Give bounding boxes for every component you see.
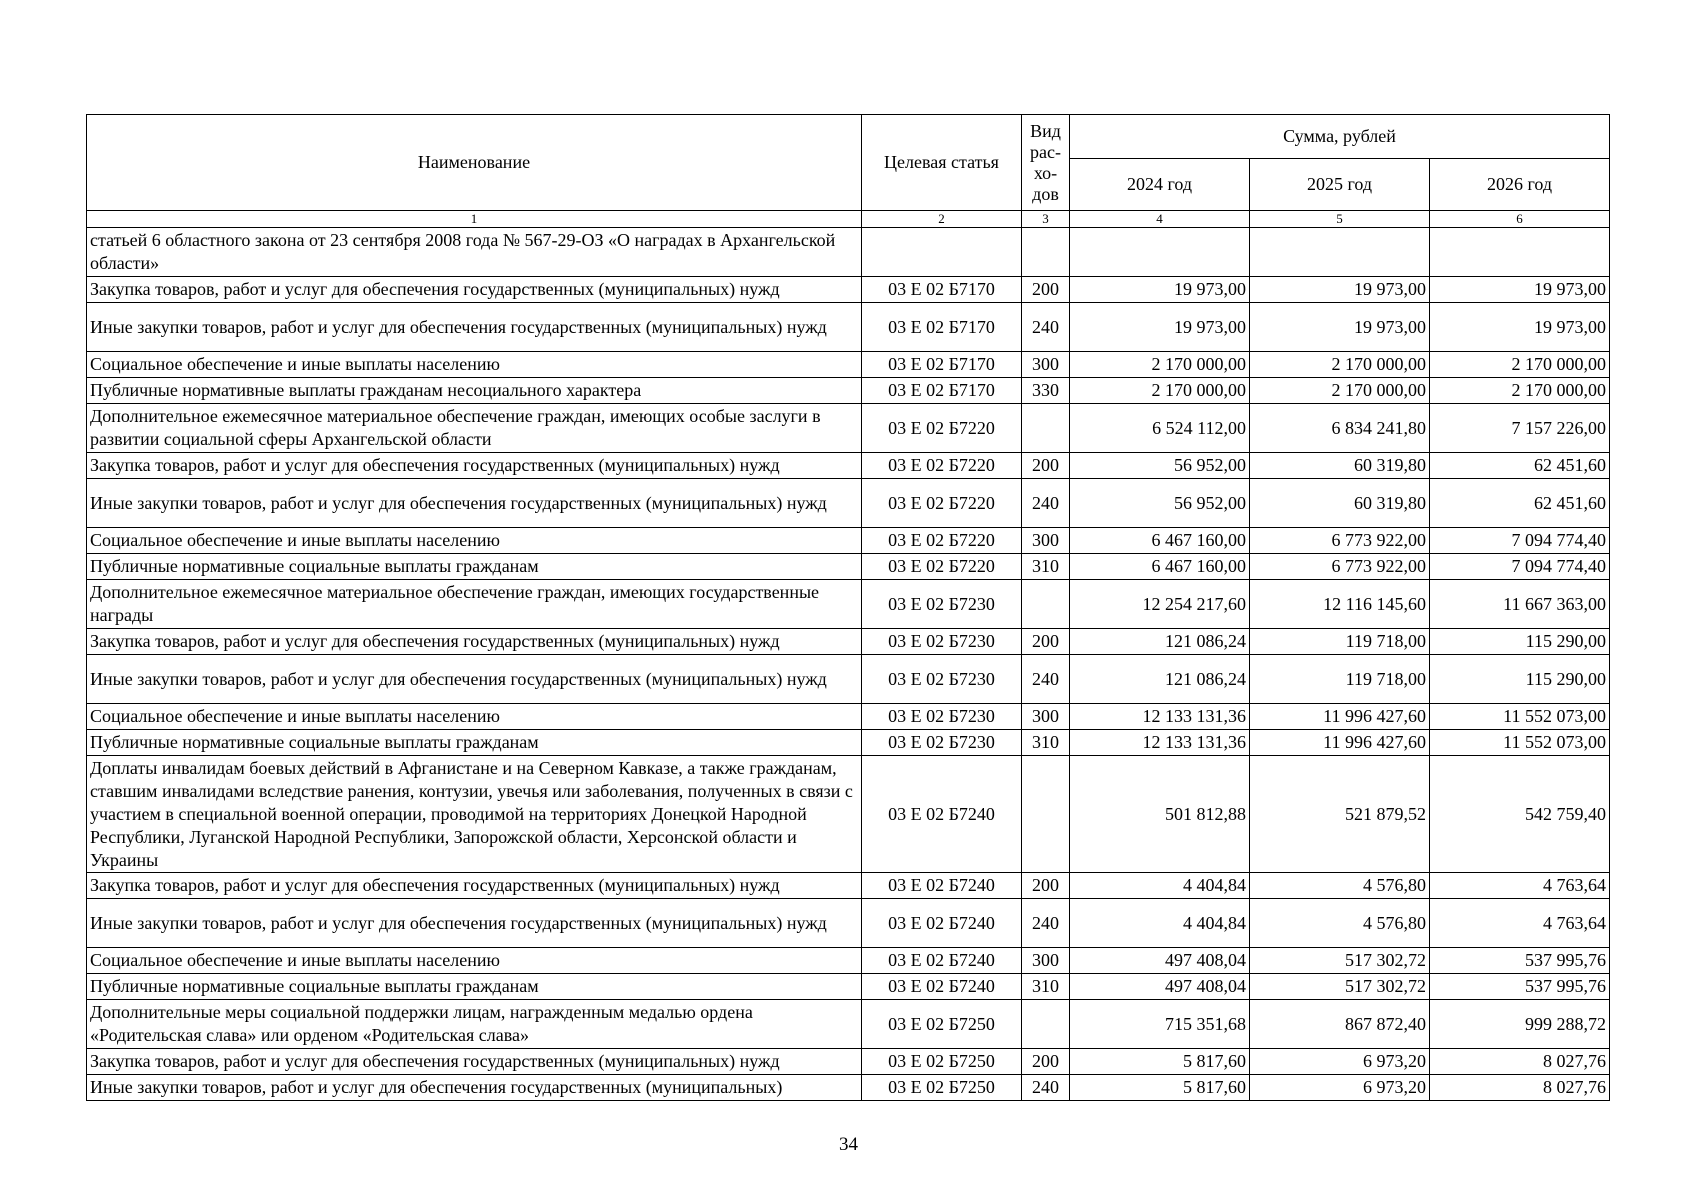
row-amount-2026: 542 759,40 bbox=[1430, 756, 1610, 873]
row-amount-2024: 121 086,24 bbox=[1070, 629, 1250, 655]
row-target-code: 03 Е 02 Б7250 bbox=[862, 1075, 1022, 1101]
table-body bbox=[87, 228, 1610, 1101]
row-expense-type: 200 bbox=[1022, 277, 1070, 303]
row-expense-type: 330 bbox=[1022, 378, 1070, 404]
row-target-code: 03 Е 02 Б7220 bbox=[862, 554, 1022, 580]
row-amount-2026: 999 288,72 bbox=[1430, 1000, 1610, 1049]
row-amount-2025: 11 996 427,60 bbox=[1250, 730, 1430, 756]
row-amount-2024: 56 952,00 bbox=[1070, 453, 1250, 479]
table-row bbox=[87, 303, 1610, 352]
header-target: Целевая статья bbox=[862, 115, 1022, 211]
row-amount-2025: 517 302,72 bbox=[1250, 948, 1430, 974]
row-amount-2026: 62 451,60 bbox=[1430, 479, 1610, 528]
row-name: Публичные нормативные выплаты гражданам несоциального характера bbox=[87, 378, 862, 404]
row-amount-2025: 6 773 922,00 bbox=[1250, 528, 1430, 554]
table-row bbox=[87, 1000, 1610, 1049]
header-year-2026: 2026 год bbox=[1430, 159, 1610, 211]
row-expense-type bbox=[1022, 1000, 1070, 1049]
row-amount-2024: 6 524 112,00 bbox=[1070, 404, 1250, 453]
header-name: Наименование bbox=[87, 115, 862, 211]
column-number: 1 bbox=[87, 211, 862, 228]
row-target-code bbox=[862, 228, 1022, 277]
table-row bbox=[87, 974, 1610, 1000]
row-amount-2025: 517 302,72 bbox=[1250, 974, 1430, 1000]
row-amount-2025: 521 879,52 bbox=[1250, 756, 1430, 873]
row-target-code: 03 Е 02 Б7170 bbox=[862, 378, 1022, 404]
row-amount-2026: 537 995,76 bbox=[1430, 948, 1610, 974]
row-target-code: 03 Е 02 Б7170 bbox=[862, 277, 1022, 303]
table-row bbox=[87, 228, 1610, 277]
row-amount-2026: 7 094 774,40 bbox=[1430, 528, 1610, 554]
table-row bbox=[87, 352, 1610, 378]
row-expense-type bbox=[1022, 228, 1070, 277]
table-row bbox=[87, 655, 1610, 704]
column-number: 4 bbox=[1070, 211, 1250, 228]
row-target-code: 03 Е 02 Б7240 bbox=[862, 948, 1022, 974]
row-expense-type: 200 bbox=[1022, 873, 1070, 899]
row-name: Закупка товаров, работ и услуг для обеспечения государственных (муниципальных) нужд bbox=[87, 453, 862, 479]
row-name: Иные закупки товаров, работ и услуг для обеспечения государственных (муниципальных) нужд bbox=[87, 655, 862, 704]
row-amount-2026: 8 027,76 bbox=[1430, 1075, 1610, 1101]
row-name: Публичные нормативные социальные выплаты гражданам bbox=[87, 554, 862, 580]
row-amount-2024: 121 086,24 bbox=[1070, 655, 1250, 704]
table-row bbox=[87, 948, 1610, 974]
row-amount-2024: 4 404,84 bbox=[1070, 899, 1250, 948]
header-row bbox=[87, 115, 1610, 159]
row-amount-2024: 12 254 217,60 bbox=[1070, 580, 1250, 629]
row-amount-2025: 119 718,00 bbox=[1250, 629, 1430, 655]
row-target-code: 03 Е 02 Б7230 bbox=[862, 655, 1022, 704]
table-row bbox=[87, 704, 1610, 730]
table-row bbox=[87, 629, 1610, 655]
row-amount-2024: 19 973,00 bbox=[1070, 277, 1250, 303]
table-row bbox=[87, 479, 1610, 528]
table-row bbox=[87, 378, 1610, 404]
table-row bbox=[87, 554, 1610, 580]
row-amount-2024: 2 170 000,00 bbox=[1070, 378, 1250, 404]
row-name: Закупка товаров, работ и услуг для обеспечения государственных (муниципальных) нужд bbox=[87, 1049, 862, 1075]
row-name: Дополнительное ежемесячное материальное обеспечение граждан, имеющих особые заслуги в развитии социальной сферы Архангельской области bbox=[87, 404, 862, 453]
row-expense-type: 240 bbox=[1022, 1075, 1070, 1101]
header-year-2024: 2024 год bbox=[1070, 159, 1250, 211]
row-amount-2026: 62 451,60 bbox=[1430, 453, 1610, 479]
row-expense-type bbox=[1022, 580, 1070, 629]
row-name: Дополнительное ежемесячное материальное обеспечение граждан, имеющих государственные награды bbox=[87, 580, 862, 629]
row-amount-2024: 715 351,68 bbox=[1070, 1000, 1250, 1049]
row-expense-type bbox=[1022, 756, 1070, 873]
row-amount-2026: 4 763,64 bbox=[1430, 899, 1610, 948]
row-amount-2026: 8 027,76 bbox=[1430, 1049, 1610, 1075]
row-amount-2025: 4 576,80 bbox=[1250, 899, 1430, 948]
table-row bbox=[87, 873, 1610, 899]
row-expense-type: 240 bbox=[1022, 655, 1070, 704]
column-number: 5 bbox=[1250, 211, 1430, 228]
row-amount-2025: 6 773 922,00 bbox=[1250, 554, 1430, 580]
table-row bbox=[87, 404, 1610, 453]
row-amount-2026 bbox=[1430, 228, 1610, 277]
header-sum: Сумма, рублей bbox=[1070, 115, 1610, 159]
row-amount-2024: 12 133 131,36 bbox=[1070, 704, 1250, 730]
row-amount-2025: 12 116 145,60 bbox=[1250, 580, 1430, 629]
column-number: 3 bbox=[1022, 211, 1070, 228]
table-header bbox=[87, 115, 1610, 228]
row-amount-2026: 537 995,76 bbox=[1430, 974, 1610, 1000]
row-target-code: 03 Е 02 Б7230 bbox=[862, 580, 1022, 629]
table-row bbox=[87, 1049, 1610, 1075]
row-amount-2026: 115 290,00 bbox=[1430, 655, 1610, 704]
row-name: Иные закупки товаров, работ и услуг для обеспечения государственных (муниципальных) нужд bbox=[87, 479, 862, 528]
budget-table bbox=[86, 114, 1610, 1101]
row-amount-2025: 867 872,40 bbox=[1250, 1000, 1430, 1049]
row-amount-2025: 11 996 427,60 bbox=[1250, 704, 1430, 730]
row-amount-2025: 60 319,80 bbox=[1250, 479, 1430, 528]
row-target-code: 03 Е 02 Б7230 bbox=[862, 704, 1022, 730]
row-amount-2026: 7 157 226,00 bbox=[1430, 404, 1610, 453]
row-name: Публичные нормативные социальные выплаты гражданам bbox=[87, 730, 862, 756]
row-amount-2025: 60 319,80 bbox=[1250, 453, 1430, 479]
row-amount-2026: 2 170 000,00 bbox=[1430, 378, 1610, 404]
row-expense-type: 200 bbox=[1022, 453, 1070, 479]
row-amount-2025: 6 973,20 bbox=[1250, 1075, 1430, 1101]
row-amount-2024: 4 404,84 bbox=[1070, 873, 1250, 899]
row-name: Закупка товаров, работ и услуг для обеспечения государственных (муниципальных) нужд bbox=[87, 629, 862, 655]
table-row bbox=[87, 899, 1610, 948]
row-amount-2024: 19 973,00 bbox=[1070, 303, 1250, 352]
row-amount-2024: 497 408,04 bbox=[1070, 948, 1250, 974]
row-target-code: 03 Е 02 Б7240 bbox=[862, 873, 1022, 899]
row-name: Иные закупки товаров, работ и услуг для обеспечения государственных (муниципальных) bbox=[87, 1075, 862, 1101]
row-target-code: 03 Е 02 Б7240 bbox=[862, 756, 1022, 873]
row-amount-2026: 4 763,64 bbox=[1430, 873, 1610, 899]
row-expense-type: 300 bbox=[1022, 352, 1070, 378]
table-row bbox=[87, 1075, 1610, 1101]
row-amount-2026: 7 094 774,40 bbox=[1430, 554, 1610, 580]
row-expense-type bbox=[1022, 404, 1070, 453]
row-expense-type: 200 bbox=[1022, 629, 1070, 655]
row-name: Доплаты инвалидам боевых действий в Афганистане и на Северном Кавказе, а также гражданам, ставшим инвалидами вследствие ранения, контузии, увечья или заболевания, полученных в связи с участием в специальной военной операции, проводимой на территориях Донецкой Народной Республики, Луганской Народной Республики, Запорожской области, Херсонской области и Украины bbox=[87, 756, 862, 873]
row-name: Социальное обеспечение и иные выплаты населению bbox=[87, 352, 862, 378]
row-amount-2024 bbox=[1070, 228, 1250, 277]
row-expense-type: 300 bbox=[1022, 528, 1070, 554]
table-row bbox=[87, 580, 1610, 629]
table-row bbox=[87, 756, 1610, 873]
header-year-2025: 2025 год bbox=[1250, 159, 1430, 211]
row-amount-2025: 6 834 241,80 bbox=[1250, 404, 1430, 453]
row-amount-2024: 12 133 131,36 bbox=[1070, 730, 1250, 756]
row-target-code: 03 Е 02 Б7170 bbox=[862, 303, 1022, 352]
row-target-code: 03 Е 02 Б7220 bbox=[862, 453, 1022, 479]
row-amount-2024: 56 952,00 bbox=[1070, 479, 1250, 528]
column-number-row bbox=[87, 211, 1610, 228]
row-name: Закупка товаров, работ и услуг для обеспечения государственных (муниципальных) нужд bbox=[87, 873, 862, 899]
row-name: Иные закупки товаров, работ и услуг для обеспечения государственных (муниципальных) нужд bbox=[87, 303, 862, 352]
row-expense-type: 300 bbox=[1022, 704, 1070, 730]
row-expense-type: 240 bbox=[1022, 479, 1070, 528]
row-target-code: 03 Е 02 Б7170 bbox=[862, 352, 1022, 378]
table-row bbox=[87, 528, 1610, 554]
row-name: Социальное обеспечение и иные выплаты населению bbox=[87, 528, 862, 554]
row-amount-2026: 11 552 073,00 bbox=[1430, 730, 1610, 756]
row-amount-2025: 4 576,80 bbox=[1250, 873, 1430, 899]
row-target-code: 03 Е 02 Б7240 bbox=[862, 974, 1022, 1000]
column-number: 2 bbox=[862, 211, 1022, 228]
row-target-code: 03 Е 02 Б7220 bbox=[862, 528, 1022, 554]
table-row bbox=[87, 277, 1610, 303]
row-expense-type: 310 bbox=[1022, 554, 1070, 580]
row-target-code: 03 Е 02 Б7230 bbox=[862, 730, 1022, 756]
row-expense-type: 310 bbox=[1022, 730, 1070, 756]
row-target-code: 03 Е 02 Б7250 bbox=[862, 1049, 1022, 1075]
row-amount-2024: 497 408,04 bbox=[1070, 974, 1250, 1000]
row-name: статьей 6 областного закона от 23 сентября 2008 года № 567-29-ОЗ «О наградах в Архангельской области» bbox=[87, 228, 862, 277]
table-row bbox=[87, 730, 1610, 756]
row-amount-2026: 11 552 073,00 bbox=[1430, 704, 1610, 730]
row-name: Иные закупки товаров, работ и услуг для обеспечения государственных (муниципальных) нужд bbox=[87, 899, 862, 948]
page-number: 34 bbox=[839, 1134, 858, 1155]
row-target-code: 03 Е 02 Б7220 bbox=[862, 479, 1022, 528]
row-target-code: 03 Е 02 Б7240 bbox=[862, 899, 1022, 948]
row-amount-2025: 6 973,20 bbox=[1250, 1049, 1430, 1075]
row-amount-2024: 5 817,60 bbox=[1070, 1075, 1250, 1101]
row-name: Социальное обеспечение и иные выплаты населению bbox=[87, 948, 862, 974]
row-amount-2025: 19 973,00 bbox=[1250, 277, 1430, 303]
table-row bbox=[87, 453, 1610, 479]
row-target-code: 03 Е 02 Б7230 bbox=[862, 629, 1022, 655]
row-amount-2024: 6 467 160,00 bbox=[1070, 554, 1250, 580]
row-amount-2026: 19 973,00 bbox=[1430, 277, 1610, 303]
row-target-code: 03 Е 02 Б7220 bbox=[862, 404, 1022, 453]
row-amount-2025: 2 170 000,00 bbox=[1250, 378, 1430, 404]
row-amount-2026: 2 170 000,00 bbox=[1430, 352, 1610, 378]
row-amount-2025: 119 718,00 bbox=[1250, 655, 1430, 704]
row-expense-type: 300 bbox=[1022, 948, 1070, 974]
row-name: Дополнительные меры социальной поддержки лицам, награжденным медалью ордена «Родительская слава» или орденом «Родительская слава» bbox=[87, 1000, 862, 1049]
row-amount-2026: 19 973,00 bbox=[1430, 303, 1610, 352]
row-amount-2026: 115 290,00 bbox=[1430, 629, 1610, 655]
row-expense-type: 240 bbox=[1022, 899, 1070, 948]
row-amount-2024: 2 170 000,00 bbox=[1070, 352, 1250, 378]
header-type: Вид рас-хо-дов bbox=[1022, 115, 1070, 211]
row-amount-2024: 501 812,88 bbox=[1070, 756, 1250, 873]
row-amount-2024: 6 467 160,00 bbox=[1070, 528, 1250, 554]
row-target-code: 03 Е 02 Б7250 bbox=[862, 1000, 1022, 1049]
row-expense-type: 240 bbox=[1022, 303, 1070, 352]
row-amount-2025 bbox=[1250, 228, 1430, 277]
row-amount-2025: 2 170 000,00 bbox=[1250, 352, 1430, 378]
row-expense-type: 200 bbox=[1022, 1049, 1070, 1075]
row-expense-type: 310 bbox=[1022, 974, 1070, 1000]
row-name: Социальное обеспечение и иные выплаты населению bbox=[87, 704, 862, 730]
column-number: 6 bbox=[1430, 211, 1610, 228]
row-amount-2026: 11 667 363,00 bbox=[1430, 580, 1610, 629]
row-name: Публичные нормативные социальные выплаты гражданам bbox=[87, 974, 862, 1000]
row-amount-2025: 19 973,00 bbox=[1250, 303, 1430, 352]
row-amount-2024: 5 817,60 bbox=[1070, 1049, 1250, 1075]
row-name: Закупка товаров, работ и услуг для обеспечения государственных (муниципальных) нужд bbox=[87, 277, 862, 303]
